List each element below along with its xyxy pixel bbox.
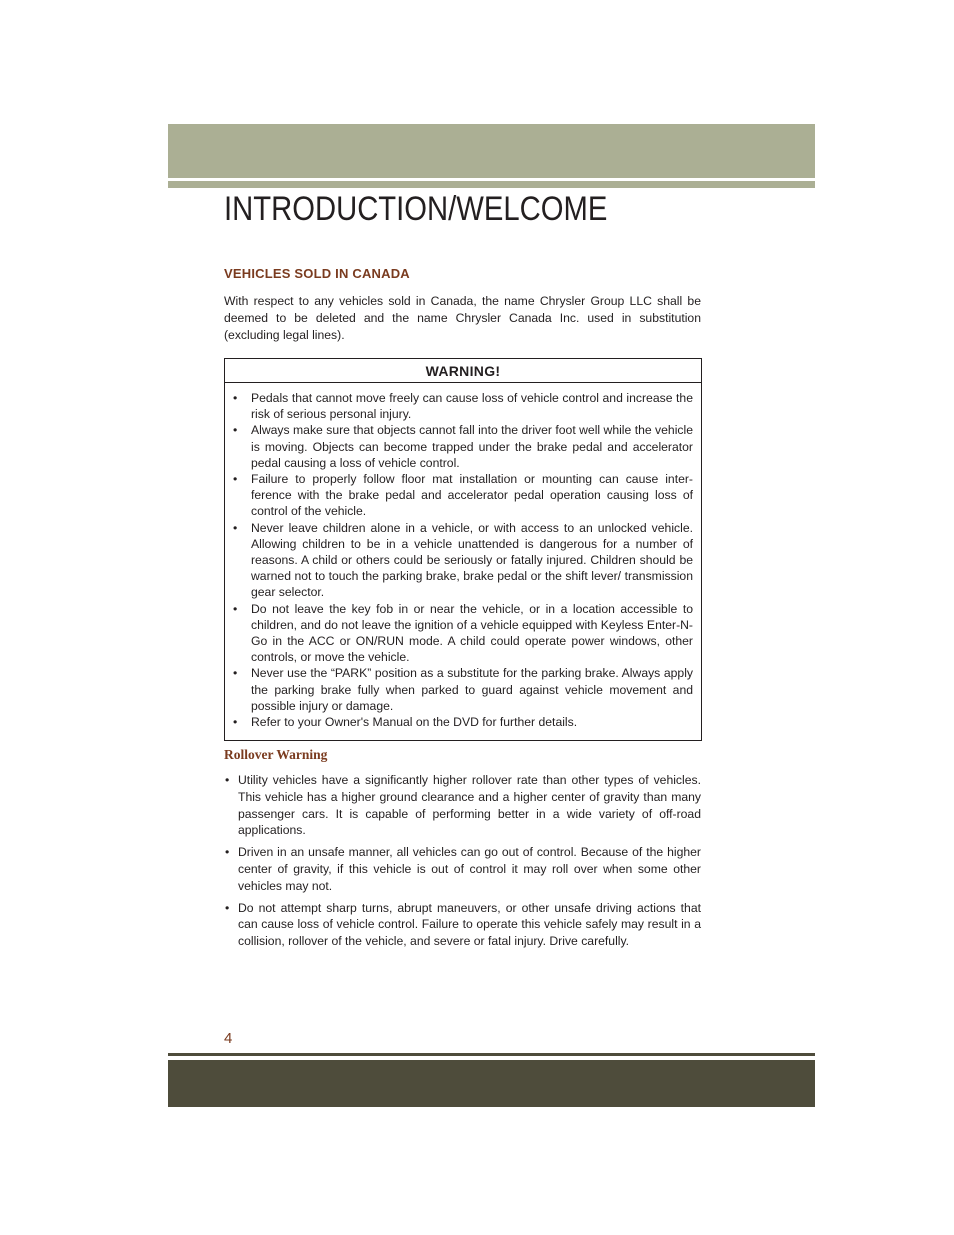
warning-box — [224, 358, 702, 741]
bullet-icon: • — [233, 423, 238, 438]
header-band — [168, 124, 815, 178]
warning-item-text: Always make sure that objects cannot fall into the driver foot well while the vehicle is moving. Objects can become trapped under the brake pedal and accelerator pedal causing a loss of vehicle control. — [251, 423, 693, 470]
canada-paragraph: With respect to any vehicles sold in Canada, the name Chrysler Group LLC shall be deemed to be deleted and the name Chrysler Canada Inc. used in substitution (excluding legal lines). — [224, 294, 701, 342]
bullet-icon: • — [233, 601, 238, 616]
header-stripe — [168, 181, 815, 188]
bullet-icon: • — [225, 773, 230, 787]
bullet-icon: • — [233, 520, 238, 535]
bullet-icon: • — [233, 472, 238, 487]
warning-item-text: Failure to properly follow floor mat installation or mounting can cause inter-ference with the brake pedal and accelerator pedal operation causing loss of control of the vehicle. — [251, 472, 693, 519]
rollover-item — [224, 772, 701, 839]
rollover-list — [224, 772, 701, 955]
page-number: 4 — [224, 1030, 233, 1047]
warning-item-text: Pedals that cannot move freely can cause loss of vehicle control and increase the risk of serious personal injury. — [251, 391, 693, 422]
rollover-item-text: Driven in an unsafe manner, all vehicles can go out of control. Because of the higher center of gravity, if this vehicle is out of control it may roll over when some other vehicles may not. — [238, 845, 701, 893]
rollover-item-text: Utility vehicles have a significantly higher rollover rate than other types of vehicles. This vehicle has a higher ground clearance and a higher center of gravity than many passenger cars. It is capable of performing better in a wide variety of off-road applications. — [238, 773, 701, 838]
warning-item-text: Never use the “PARK” position as a substitute for the parking brake. Always apply the parking brake fully when parked to guard against vehicle movement and possible injury or damage. — [251, 666, 693, 713]
rollover-item — [224, 900, 701, 950]
bullet-icon: • — [225, 900, 230, 915]
warning-item-text: Never leave children alone in a vehicle, or with access to an unlocked vehicle. Allowing children to be in a vehicle unattended is dangerous for a number of reasons. A child or others could be seriously or fatally injured. Children should be warned not to touch the parking brake, brake pedal or the shift lever/ transmission gear selector. — [251, 520, 693, 600]
footer-stripe — [168, 1053, 815, 1056]
rollover-heading: Rollover Warning — [224, 747, 328, 762]
bullet-icon: • — [233, 715, 238, 730]
warning-list — [225, 383, 701, 730]
warning-item-text: Refer to your Owner's Manual on the DVD for further details. — [251, 715, 578, 730]
warning-item — [233, 665, 693, 714]
footer-band — [168, 1060, 815, 1107]
section-heading-canada: VEHICLES SOLD IN CANADA — [224, 266, 410, 281]
warning-item — [233, 601, 693, 666]
warning-item — [233, 471, 693, 520]
warning-title: WARNING! — [225, 359, 701, 383]
warning-item — [233, 422, 693, 471]
bullet-icon: • — [233, 391, 238, 405]
bullet-icon: • — [233, 666, 238, 681]
rollover-item — [224, 844, 701, 894]
warning-item — [233, 714, 693, 730]
bullet-icon: • — [225, 845, 230, 860]
rollover-item-text: Do not attempt sharp turns, abrupt maneuvers, or other unsafe driving actions that can cause loss of vehicle control. Failure to operate this vehicle safely may result in a collision, rollover of the vehicle, and severe or fatal injury. Drive carefully. — [238, 900, 701, 949]
page-title: INTRODUCTION/WELCOME — [224, 190, 608, 228]
warning-item — [233, 520, 693, 601]
warning-item-text: Do not leave the key fob in or near the vehicle, or in a location accessible to children, and do not leave the ignition of a vehicle equipped with Keyless Enter-N-Go in the ACC or ON/RUN mode. A child could operate power windows, other controls, or move the vehicle. — [251, 601, 693, 665]
warning-item — [233, 390, 693, 422]
